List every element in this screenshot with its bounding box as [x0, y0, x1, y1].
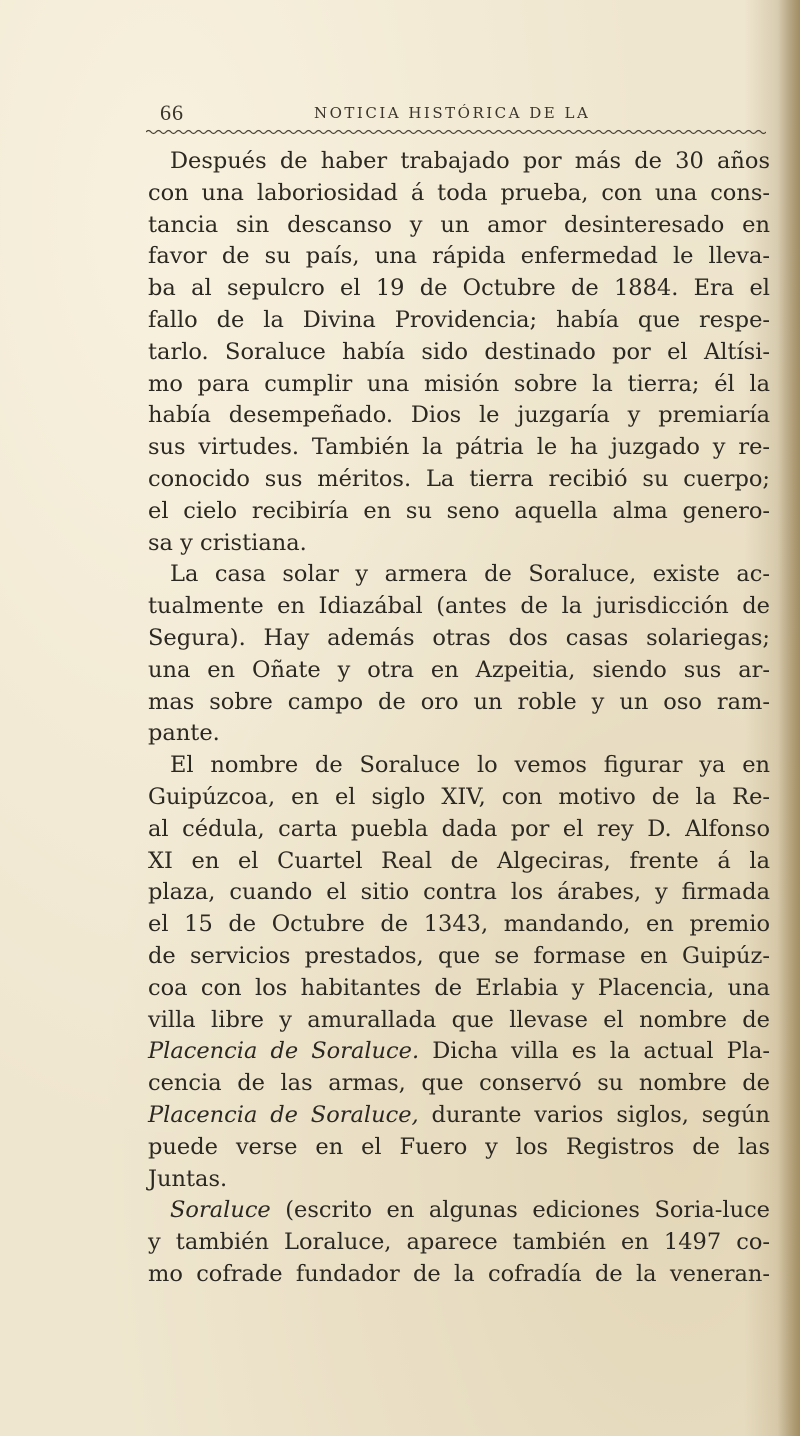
line-text: (escrito en algunas ediciones Soria-luce	[270, 1197, 770, 1224]
line-text: durante varios siglos, según	[418, 1101, 771, 1128]
text-line: mo cofrade fundador de la cofradía de la veneran-	[148, 1260, 770, 1287]
text-line: una en Oñate y otra en Azpeitia, siendo sus ar-	[148, 656, 770, 683]
running-title: NOTICIA HISTÓRICA DE LA	[314, 104, 591, 122]
text-line: tualmente en Idiazábal (antes de la jurisdicción de	[148, 593, 770, 620]
page-number: 66	[160, 100, 184, 125]
text-line: ba al sepulcro el 19 de Octubre de 1884. Era el	[148, 275, 770, 302]
text-line: al cédula, carta puebla dada por el rey D. Alfonso	[148, 815, 770, 842]
text-line: y también Loraluce, aparece también en 1497 co-	[148, 1229, 770, 1256]
text-line: mo para cumplir una misión sobre la tierra; él la	[148, 370, 770, 397]
page-edge-shadow	[778, 0, 800, 1436]
text-line: La casa solar y armera de Soraluce, existe ac-	[170, 561, 770, 588]
text-line: fallo de la Divina Providencia; había que respe-	[148, 306, 770, 333]
page-header	[148, 100, 768, 130]
text-line: plaza, cuando el sitio contra los árabes, y firmada	[148, 879, 770, 906]
text-line: pante.	[148, 720, 220, 747]
text-line: XI en el Cuartel Real de Algeciras, frente á la	[148, 847, 770, 874]
text-line: el 15 de Octubre de 1343, mandando, en premio	[148, 911, 770, 938]
text-line: sa y cristiana.	[148, 529, 307, 556]
text-line: con una laboriosidad á toda prueba, con una cons-	[148, 179, 770, 206]
text-line: mas sobre campo de oro un roble y un oso ram-	[148, 688, 770, 715]
text-line	[148, 1036, 770, 1068]
italic-text: Placencia de Soraluce.	[148, 1038, 420, 1065]
line-text: Dicha villa es la actual Pla-	[419, 1038, 770, 1065]
text-line: Segura). Hay además otras dos casas solariegas;	[148, 624, 770, 651]
text-line: tarlo. Soraluce había sido destinado por el Altísi-	[148, 338, 770, 365]
body-text	[148, 146, 770, 1291]
text-line: favor de su país, una rápida enfermedad le lleva-	[148, 243, 770, 270]
italic-text: Soraluce	[170, 1197, 271, 1224]
text-line: coa con los habitantes de Erlabia y Placencia, una	[148, 974, 770, 1001]
text-line: Guipúzcoa, en el siglo XIV, con motivo de la Re-	[148, 783, 770, 810]
text-line: conocido sus méritos. La tierra recibió su cuerpo;	[148, 465, 770, 492]
italic-text: Placencia de Soraluce,	[148, 1101, 419, 1128]
text-line: El nombre de Soraluce lo vemos figurar ya en	[170, 752, 770, 779]
text-line: había desempeñado. Dios le juzgaría y premiaría	[148, 402, 770, 429]
text-line	[148, 1195, 770, 1227]
text-line: villa libre y amurallada que llevase el nombre de	[148, 1006, 770, 1033]
text-line: el cielo recibiría en su seno aquella alma genero-	[148, 497, 770, 524]
decorative-wavy-rule	[146, 128, 766, 136]
text-line: sus virtudes. También la pátria le ha juzgado y re-	[148, 434, 770, 461]
text-line: de servicios prestados, que se formase en Guipúz-	[148, 942, 770, 969]
text-line: cencia de las armas, que conservó su nombre de	[148, 1070, 770, 1097]
text-line: Juntas.	[148, 1165, 228, 1192]
text-line	[148, 1100, 770, 1132]
text-line: puede verse en el Fuero y los Registros de las	[148, 1133, 770, 1160]
text-line: tancia sin descanso y un amor desinteresado en	[148, 211, 770, 238]
text-line: Después de haber trabajado por más de 30 años	[170, 148, 770, 174]
